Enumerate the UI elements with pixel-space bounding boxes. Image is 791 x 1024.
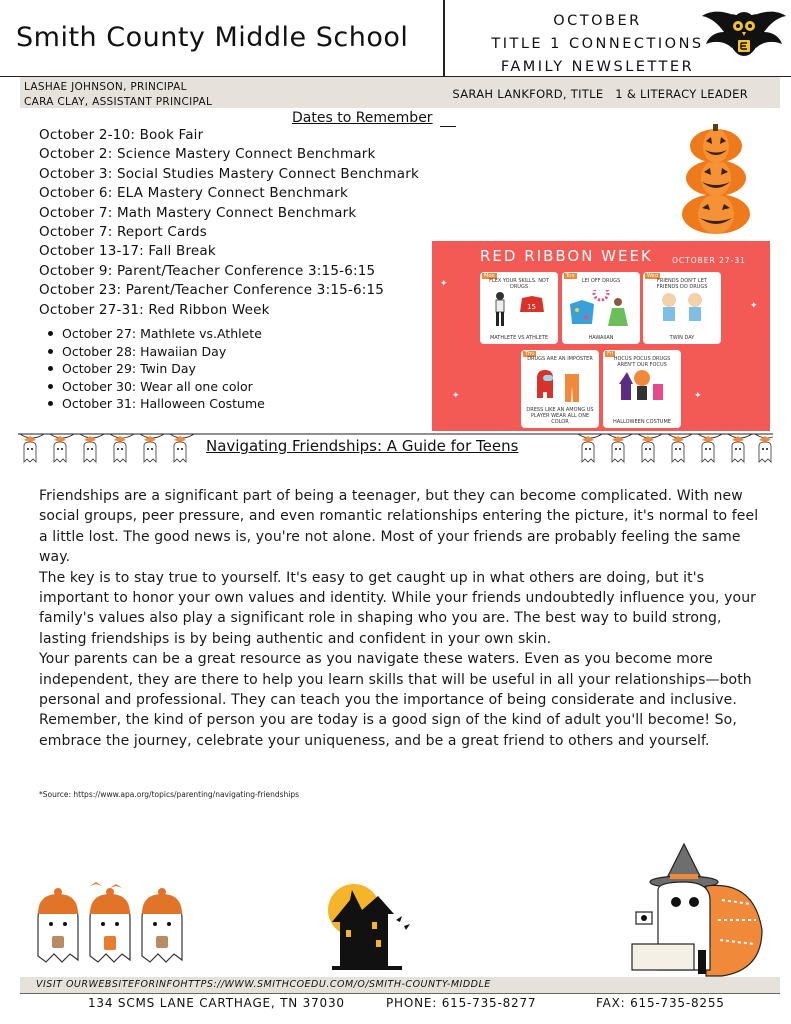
footer-address: 134 SCMS LANE CARTHAGE, TN 37030: [88, 996, 345, 1010]
card-slogan: DRUGS ARE AN IMPOSTER: [527, 356, 593, 362]
card-theme: TWIN DAY: [669, 335, 695, 341]
newsletter-title: [470, 10, 725, 79]
principal-name: LASHAE JOHNSON, PRINCIPAL: [24, 81, 187, 93]
hawaiian-icon: [562, 290, 640, 330]
poster-card-thu: [521, 350, 599, 428]
halloween-costume-icon: [603, 368, 681, 408]
red-ribbon-day-item: October 29: Twin Day: [62, 360, 265, 378]
newsletter-title-month: OCTOBER: [553, 13, 642, 29]
sparkle-icon: ✦: [440, 279, 448, 289]
dates-heading: Dates to Remember: [292, 110, 433, 126]
sparkle-icon: ✦: [694, 391, 702, 401]
newsletter-title-type: FAMILY NEWSLETTER: [500, 59, 695, 75]
poster-card-fri: [603, 350, 681, 428]
svg-text:15: 15: [527, 303, 536, 311]
card-theme: DRESS LIKE AN AMONG US PLAYER WEAR ALL ONE COLOR: [526, 407, 594, 425]
school-name: Smith County Middle School: [16, 22, 409, 53]
date-item: October 7: Report Cards: [39, 224, 208, 241]
twin-day-icon: [643, 290, 721, 330]
card-theme: HALLOWEEN COSTUME: [613, 419, 671, 425]
article-paragraph: Friendships are a significant part of being a teenager, but they can become complicated. With new social groups, peer pressure, and even romantic relationships entering the picture, it's normal to feel a little lost. The good news is, you're not alone. Most of your friends are probably feeling the same way.: [39, 488, 759, 566]
card-theme: HAWAIIAN: [588, 335, 614, 341]
poster-card-wed: [643, 272, 721, 344]
card-slogan: FRIENDS DON'T LET FRIENDS DO DRUGS: [656, 278, 708, 290]
article-source: *Source: https://www.apa.org/topics/parenting/navigating-friendships: [39, 790, 300, 799]
card-day-label: Thu: [525, 351, 535, 357]
card-day-label: Wed: [647, 273, 658, 279]
red-ribbon-day-item: October 30: Wear all one color: [62, 378, 265, 396]
card-day-label: Fri: [607, 351, 613, 357]
red-ribbon-day-item: October 27: Mathlete vs.Athlete: [62, 325, 265, 343]
staff-bar: [20, 77, 780, 108]
date-item: October 9: Parent/Teacher Conference 3:15-6:15: [39, 262, 376, 279]
ghost-witch-pumpkin-icon: [622, 840, 772, 980]
title1-leader-name: SARAH LANKFORD, TITLE 1 & LITERACY LEADER: [452, 87, 748, 101]
among-us-icon: [521, 368, 599, 408]
date-item: October 3: Social Studies Mastery Connect Benchmark: [39, 165, 420, 182]
poster-card-mon: [480, 272, 558, 344]
card-slogan: LEI OFF DRUGS: [581, 278, 621, 284]
card-day-label: Tue: [566, 273, 575, 279]
header-divider: [443, 0, 445, 78]
date-item: October 7: Math Mastery Connect Benchmark: [39, 204, 357, 221]
website-bar: [20, 977, 780, 993]
date-item: October 23: Parent/Teacher Conference 3:15-6:15: [39, 282, 385, 299]
poster-date: OCTOBER 27-31: [672, 256, 746, 265]
sparkle-icon: ✦: [750, 301, 758, 311]
assistant-principal-name: CARA CLAY, ASSISTANT PRINCIPAL: [24, 96, 213, 108]
ghost-trio-icon: [30, 878, 190, 970]
poster-title: RED RIBBON WEEK: [480, 247, 653, 265]
red-ribbon-days-list: [62, 325, 265, 413]
footer-fax: FAX: 615-735-8255: [596, 996, 725, 1010]
website-link[interactable]: VISIT OURWEBSITEFORINFOHTTPS://WWW.SMITHCOEDU.COM/O/SMITH-COUNTY-MIDDLE: [36, 979, 491, 990]
red-ribbon-poster: [432, 241, 770, 431]
poster-card-tue: [562, 272, 640, 344]
date-item: October 2: Science Mastery Connect Benchmark: [39, 146, 376, 163]
card-slogan: FLEX YOUR SKILLS. NOT DRUGS: [489, 278, 549, 290]
mathlete-athlete-icon: [480, 290, 558, 330]
haunted-house-icon: [322, 880, 412, 970]
date-item: October 27-31: Red Ribbon Week: [39, 301, 270, 318]
article-paragraph: Your parents can be a great resource as you navigate these waters. Even as you become more independent, they are there to help you learn skills that will be useful in all your relationships—both personal and professional. They can teach you the importance of being considerate and inclusive. Remember, the kind of person you are today is a good sign of the kind of adult you'll become! So, embrace the journey, celebrate your uniqueness, and be a great friend to others and yourself.: [39, 651, 752, 749]
heading-underline: [440, 126, 456, 127]
newsletter-title-program: TITLE 1 CONNECTIONS: [491, 36, 704, 52]
article-paragraph: The key is to stay true to yourself. It's easy to get caught up in what others are doing, but it's important to honor your own values and identity. While your friends undoubtedly influence you, your family's values also play a significant role in shaping who you are. The best way to build strong, lasting friendships is by being authentic and confident in your own skin.: [39, 569, 757, 647]
card-day-label: Mon: [484, 273, 495, 279]
red-ribbon-day-item: October 28: Hawaiian Day: [62, 343, 265, 361]
card-theme: MATHLETE VS ATHLETE: [489, 335, 549, 341]
footer-rule: [20, 993, 780, 994]
red-ribbon-day-item: October 31: Halloween Costume: [62, 396, 265, 412]
date-item: October 2-10: Book Fair: [39, 127, 204, 143]
card-slogan: HOCUS POCUS DRUGS AREN'T OUR FOCUS: [613, 356, 671, 368]
owl-logo-icon: [700, 2, 788, 62]
footer-phone: PHONE: 615-735-8277: [386, 996, 537, 1010]
sparkle-icon: ✦: [452, 391, 460, 401]
dates-list: [39, 126, 419, 320]
pumpkin-stack-icon: [678, 124, 754, 234]
administrators: [24, 80, 212, 110]
article-heading: Navigating Friendships: A Guide for Teens: [206, 437, 522, 455]
article-body: [39, 486, 759, 751]
date-item: October 6: ELA Mastery Connect Benchmark: [39, 185, 349, 202]
date-item: October 13-17: Fall Break: [39, 243, 216, 260]
